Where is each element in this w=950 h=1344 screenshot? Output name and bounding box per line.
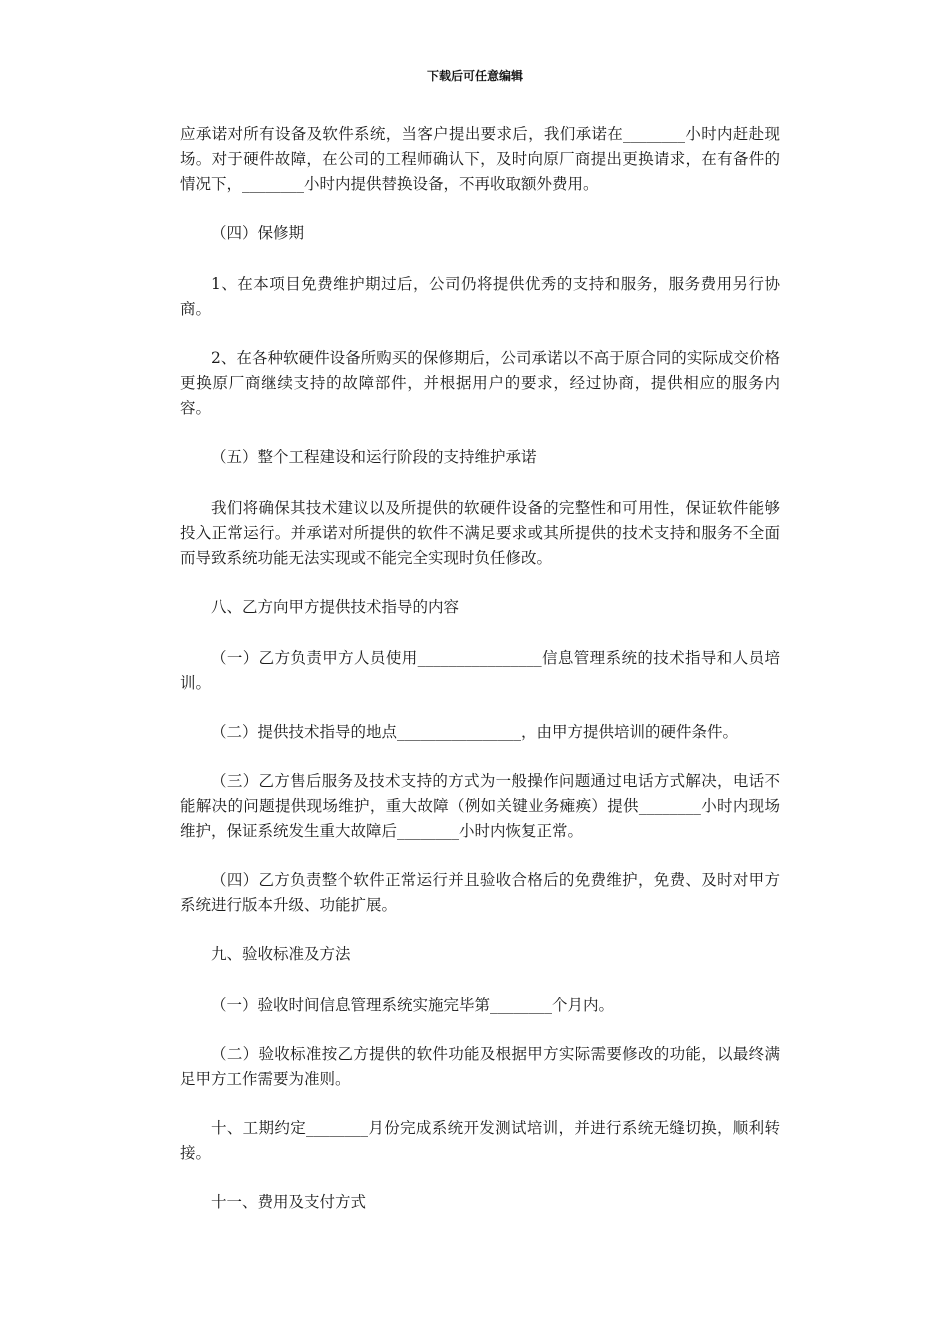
paragraph-schedule: 十、工期约定________月份完成系统开发测试培训，并进行系统无缝切换，顺利转接。 [180, 1119, 780, 1162]
paragraph-warranty-1: 1、在本项目免费维护期过后，公司仍将提供优秀的支持和服务，服务费用另行协商。 [180, 275, 780, 318]
document-body [180, 122, 780, 1241]
paragraph-guidance-3: （三）乙方售后服务及技术支持的方式为一般操作问题通过电话方式解决，电话不能解决的问题提供现场维护，重大故障（例如关键业务瘫痪）提供________小时内现场维护，保证系统发生重大故障后________小时内恢复正常。 [180, 772, 780, 840]
section-heading-acceptance: 九、验收标准及方法 [211, 945, 351, 963]
paragraph-acceptance-1: （一）验收时间信息管理系统实施完毕第________个月内。 [211, 996, 615, 1014]
paragraph-guidance-4: （四）乙方负责整个软件正常运行并且验收合格后的免费维护，免费、及时对甲方系统进行版本升级、功能扩展。 [180, 871, 780, 914]
section-heading-support-commitment: （五）整个工程建设和运行阶段的支持维护承诺 [211, 448, 537, 466]
paragraph-response-commitment: 应承诺对所有设备及软件系统，当客户提出要求后，我们承诺在________小时内赶赴现场。对于硬件故障，在公司的工程师确认下，及时向原厂商提出更换请求，在有备件的情况下，________小时内提供替换设备，不再收取额外费用。 [180, 125, 780, 193]
paragraph-guidance-1: （一）乙方负责甲方人员使用________________信息管理系统的技术指导和人员培训。 [180, 649, 780, 692]
page-header-title: 下载后可任意编辑 [426, 69, 523, 83]
paragraph-warranty-2: 2、在各种软硬件设备所购买的保修期后，公司承诺以不高于原合同的实际成交价格更换原厂商继续支持的故障部件，并根据用户的要求，经过协商，提供相应的服务内容。 [180, 349, 780, 417]
section-heading-payment: 十一、费用及支付方式 [211, 1193, 367, 1211]
section-heading-technical-guidance: 八、乙方向甲方提供技术指导的内容 [211, 598, 460, 616]
paragraph-guidance-2: （二）提供技术指导的地点________________，由甲方提供培训的硬件条件。 [211, 723, 739, 741]
paragraph-acceptance-2: （二）验收标准按乙方提供的软件功能及根据甲方实际需要修改的功能，以最终满足甲方工作需要为准则。 [180, 1045, 780, 1088]
paragraph-support-commitment: 我们将确保其技术建议以及所提供的软硬件设备的完整性和可用性，保证软件能够投入正常运行。并承诺对所提供的软件不满足要求或其所提供的技术支持和服务不全面而导致系统功能无法实现或不能完全实现时负任修改。 [180, 499, 780, 567]
section-heading-warranty: （四）保修期 [211, 224, 305, 242]
